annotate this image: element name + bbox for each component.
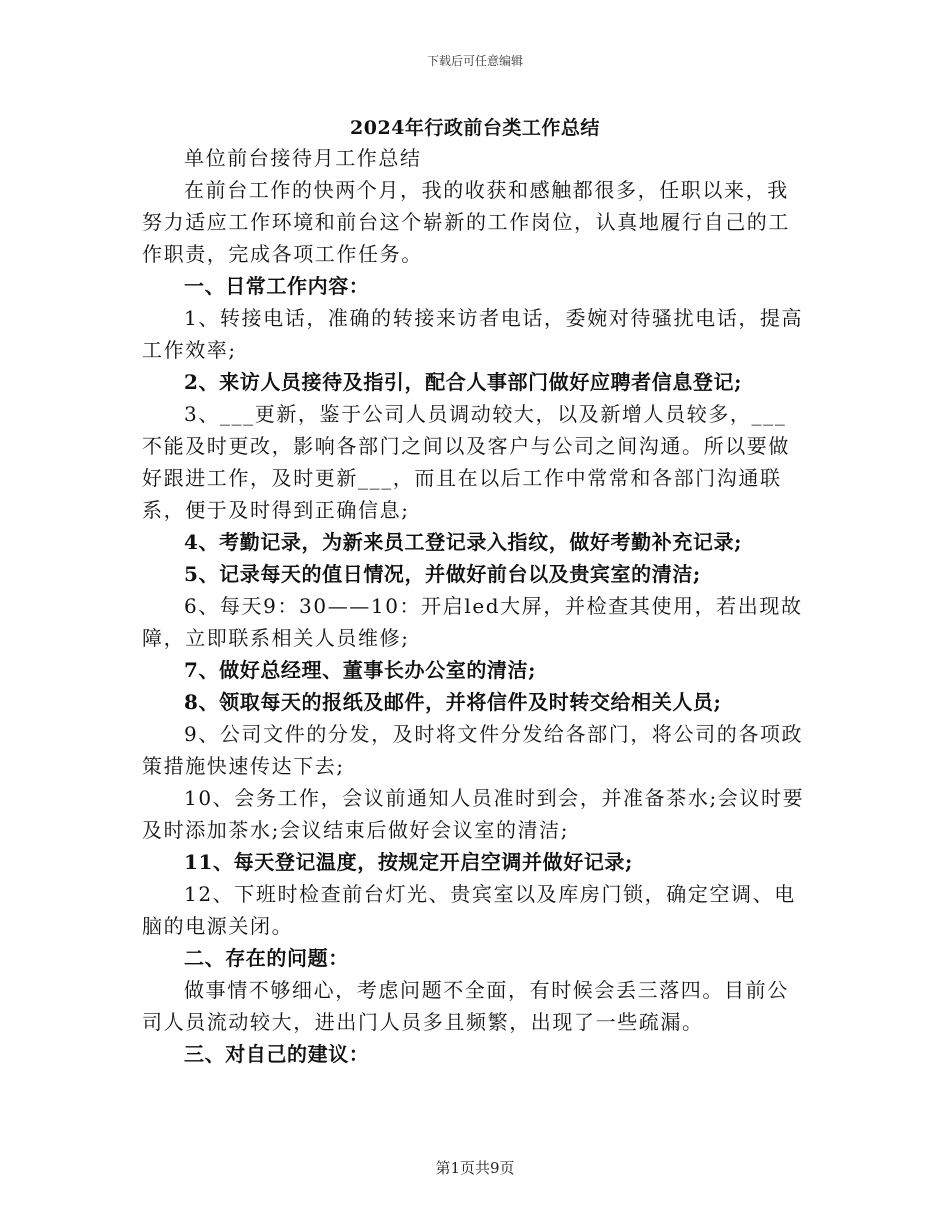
page-header-note: 下载后可任意编辑	[426, 54, 523, 68]
section-heading: 8、领取每天的报纸及邮件，并将信件及时转交给相关人员;	[184, 690, 722, 714]
section-heading: 7、做好总经理、董事长办公室的清洁;	[184, 658, 537, 682]
section-heading: 二、存在的问题：	[184, 946, 349, 970]
body-paragraph: 12、下班时检查前台灯光、贵宾室以及库房门锁，确定空调、电脑的电源关闭。	[142, 882, 796, 938]
section-heading: 三、对自己的建议：	[184, 1042, 370, 1066]
body-paragraph: 3、___更新，鉴于公司人员调动较大，以及新增人员较多，___不能及时更改，影响各部门之间以及客户与公司之间沟通。所以要做好跟进工作，及时更新___，而且在以后工作中常常和各部门沟通联系，便于及时得到正确信息;	[142, 402, 790, 522]
body-paragraph: 9、公司文件的分发，及时将文件分发给各部门，将公司的各项政策措施快速传达下去;	[142, 722, 804, 778]
page-number: 第1页共9页	[435, 1159, 515, 1177]
section-heading: 11、每天登记温度，按规定开启空调并做好记录;	[184, 850, 634, 874]
section-heading: 4、考勤记录，为新来员工登记录入指纹，做好考勤补充记录;	[184, 530, 743, 554]
section-heading: 一、日常工作内容：	[184, 274, 370, 298]
document-title: 2024年行政前台类工作总结	[350, 117, 600, 139]
document-body	[142, 142, 806, 1070]
body-paragraph: 10、会务工作，会议前通知人员准时到会，并准备茶水;会议时要及时添加茶水;会议结束后做好会议室的清洁;	[142, 786, 805, 842]
body-paragraph: 做事情不够细心，考虑问题不全面，有时候会丢三落四。目前公司人员流动较大，进出门人员多且频繁，出现了一些疏漏。	[142, 978, 789, 1034]
section-heading: 2、来访人员接待及指引，配合人事部门做好应聘者信息登记;	[184, 370, 743, 394]
section-heading: 5、记录每天的值日情况，并做好前台以及贵宾室的清洁;	[184, 562, 701, 586]
body-paragraph: 6、每天9：30——10：开启led大屏，并检查其使用，若出现故障，立即联系相关人员维修;	[142, 594, 803, 650]
body-paragraph: 在前台工作的快两个月，我的收获和感触都很多，任职以来，我努力适应工作环境和前台这个崭新的工作岗位，认真地履行自己的工作职责，完成各项工作任务。	[142, 178, 790, 266]
body-paragraph: 单位前台接待月工作总结	[184, 146, 422, 170]
body-paragraph: 1、转接电话，准确的转接来访者电话，委婉对待骚扰电话，提高工作效率;	[142, 306, 804, 362]
